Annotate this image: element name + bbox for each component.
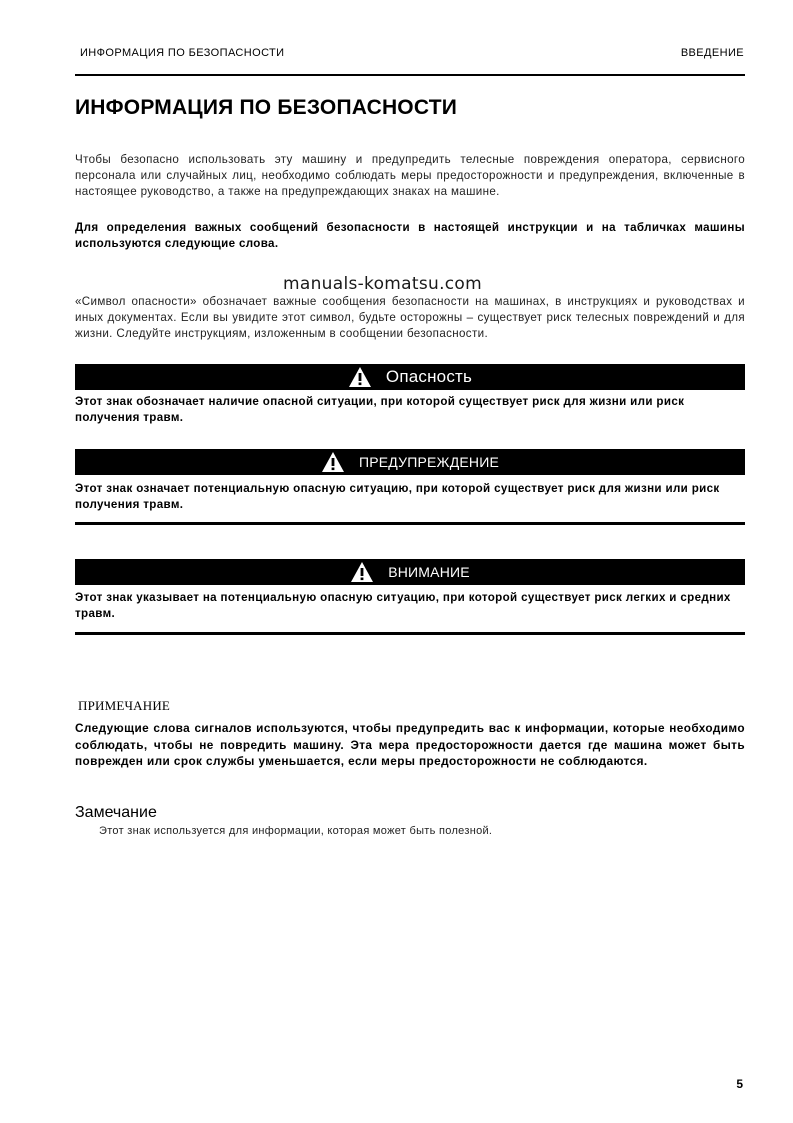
- note-heading: ПРИМЕЧАНИЕ: [78, 698, 171, 713]
- warning-divider: [75, 522, 745, 525]
- warning-triangle-icon: [348, 366, 372, 388]
- running-header-chapter: ВВЕДЕНИЕ: [680, 47, 744, 59]
- warning-triangle-icon: [350, 561, 374, 583]
- caution-description: Этот знак указывает на потенциальную опасную ситуацию, при которой существует риск легких и средних травм.: [75, 591, 731, 620]
- warning-triangle-icon: [321, 451, 345, 473]
- caution-divider: [75, 632, 745, 635]
- danger-description: Этот знак обозначает наличие опасной ситуации, при которой существует риск для жизни или риск получения травм.: [75, 395, 685, 424]
- danger-label: Опасность: [385, 367, 473, 386]
- page-title: ИНФОРМАЦИЯ ПО БЕЗОПАСНОСТИ: [75, 96, 458, 119]
- warning-label: ПРЕДУПРЕЖДЕНИЕ: [358, 454, 500, 470]
- remark-heading: Замечание: [75, 804, 157, 821]
- page-number: 5: [736, 1077, 743, 1091]
- caution-label: ВНИМАНИЕ: [388, 564, 470, 580]
- signal-words-intro: Для определения важных сообщений безопасности в настоящей инструкции и на табличках машины используются следующие слова.: [75, 221, 745, 250]
- danger-banner: [75, 364, 745, 390]
- warning-description: Этот знак означает потенциальную опасную ситуацию, при которой существует риск для жизни или риск получения травм.: [75, 482, 720, 511]
- caution-banner: [75, 559, 745, 585]
- safety-symbol-paragraph: «Символ опасности» обозначает важные сообщения безопасности на машинах, в инструкциях и руководствах и иных документах. Если вы увидите этот символ, будьте осторожны – существует риск телесных повреждений и для жизни. Следуйте инструкциям, изложенным в сообщении безопасности.: [75, 295, 745, 340]
- header-divider: [75, 74, 745, 76]
- note-text: Следующие слова сигналов используются, чтобы предупредить вас к информации, которые необходимо соблюдать, чтобы не повредить машину. Эта мера предосторожности дается где машина может быть поврежден или срок службы уменьшается, если меры предосторожности не соблюдаются.: [75, 721, 745, 768]
- remark-text: Этот знак используется для информации, которая может быть полезной.: [99, 825, 493, 837]
- warning-banner: [75, 449, 745, 475]
- running-header-section: ИНФОРМАЦИЯ ПО БЕЗОПАСНОСТИ: [80, 47, 285, 59]
- watermark: manuals-komatsu.com: [283, 274, 482, 294]
- intro-paragraph: Чтобы безопасно использовать эту машину и предупредить телесные повреждения оператора, сервисного персонала или случайных лиц, необходимо соблюдать меры предосторожности и предупреждения, включенные в настоящее руководство, а также на предупреждающих знаках на машине.: [75, 153, 745, 198]
